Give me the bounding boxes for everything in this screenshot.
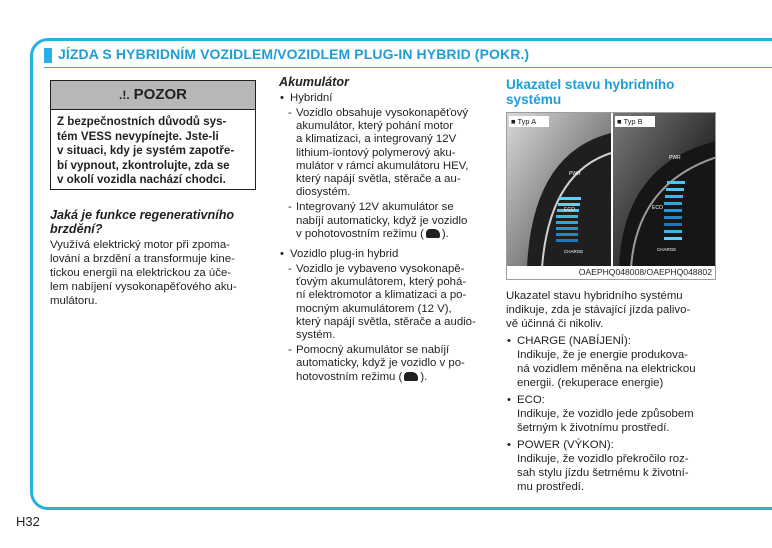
indicator-heading-line: Ukazatel stavu hybridního: [506, 77, 675, 92]
text-fragment: v pohotovostním režimu (: [296, 227, 424, 240]
text-line: mu prostředí.: [517, 481, 585, 493]
text-line: který napájí světla, stěrače a audio-: [296, 315, 476, 328]
text-line: Indikuje, že vozidlo jede způsobem: [517, 408, 694, 420]
caution-line: tém VESS nevypínejte. Jste-li: [57, 129, 219, 143]
gauge-illustration: [507, 113, 716, 268]
regen-line: tickou energii na elektrickou za úče-: [50, 267, 232, 279]
type-b-charge-label: CHARGE: [657, 247, 677, 252]
regen-heading: [50, 208, 262, 236]
plugin-bullet: • Vozidlo plug-in hybrid: [279, 247, 491, 261]
text-line: - Vozidlo je vybaveno vysokonapě-: [296, 263, 465, 276]
type-a-charge-label: CHARGE: [564, 249, 584, 254]
text-line: Indikuje, že je energie produkova-: [517, 349, 688, 361]
eco-item-desc: [506, 407, 718, 435]
page-number: H32: [16, 514, 40, 529]
type-b-label: ■ Typ B: [617, 117, 643, 126]
text-line: mulátor v rámci akumulátoru HEV,: [296, 159, 469, 172]
battery-section: [279, 75, 491, 384]
power-item-label: • POWER (VÝKON):: [506, 438, 718, 452]
caution-line: Z bezpečnostních důvodů sys-: [57, 115, 227, 128]
text-line: vě účinná či nikoliv.: [506, 318, 604, 330]
battery-heading: Akumulátor: [279, 75, 349, 89]
text-line: sah stylu jízdu šetrnému k životní-: [517, 467, 689, 479]
regen-heading-line: brzdění?: [50, 222, 103, 236]
type-b-pwr-label: PWR: [669, 155, 681, 161]
text-fragment: ).: [441, 227, 449, 240]
caution-line: v okolí vozidla nachází chodci.: [57, 173, 226, 187]
text-line: a klimatizaci, a integrovaný 12V: [296, 133, 457, 146]
caution-line: bí vypnout, zkontrolujte, zda se: [57, 158, 230, 172]
text-fragment: hotovostním režimu (: [296, 370, 403, 383]
caution-box: [50, 80, 256, 190]
text-line: ní elektromotor a klimatizaci a po-: [296, 289, 467, 302]
warning-icon: .!.: [118, 88, 130, 102]
text-line: diosystém.: [296, 186, 351, 199]
text-line: akumulátor, který pohání motor: [296, 120, 454, 133]
plugin-item-1: [279, 263, 491, 342]
text-line: - Vozidlo obsahuje vysokonapěťový: [296, 107, 469, 119]
hybrid-item-1: [279, 107, 491, 199]
charge-item-label: • CHARGE (NABÍJENÍ):: [506, 334, 718, 348]
caution-line: v situaci, kdy je systém zapotře-: [57, 144, 235, 158]
text-line: ná vozidlem měněna na elektrickou: [517, 363, 696, 375]
text-line: který napájí světla, stěrače a au-: [296, 173, 461, 186]
regen-text: [50, 238, 262, 308]
text-line: indikuje, zda je stávající jízda palivo-: [506, 304, 691, 316]
power-item-desc: [506, 452, 718, 494]
text-line: [296, 371, 491, 384]
text-line: systém.: [296, 329, 336, 342]
text-line: nabíjí automaticky, když je vozidlo: [296, 214, 468, 227]
indicator-intro: [506, 289, 718, 331]
hybrid-item-2: [279, 201, 491, 241]
regen-heading-line: Jaká je funkce regenerativního: [50, 208, 235, 222]
hybrid-bullet: • Hybridní: [279, 91, 491, 105]
text-line: [296, 228, 491, 241]
caution-text: [51, 110, 255, 188]
text-line: Indikuje, že vozidlo překročilo roz-: [517, 453, 689, 465]
text-line: automaticky, když je vozidlo v po-: [296, 357, 465, 370]
type-a-label: ■ Typ A: [511, 117, 537, 126]
section-title: JÍZDA S HYBRIDNÍM VOZIDLEM/VOZIDLEM PLUG-IN HYBRID (POKR.): [58, 46, 530, 62]
ev-mode-icon: [426, 229, 440, 238]
text-fragment: ).: [420, 370, 428, 383]
indicator-heading: [506, 78, 706, 107]
eco-item-label: • ECO:: [506, 393, 718, 407]
text-line: - Integrovaný 12V akumulátor se: [296, 201, 454, 214]
regen-line: lem nabíjení vysokonapěťového aku-: [50, 281, 237, 293]
regen-line: lování a brzdění a transformuje kine-: [50, 253, 235, 265]
type-a-pwr-label: PWR: [569, 171, 581, 177]
section-header: [44, 46, 772, 66]
type-b-eco-label: ECO: [652, 205, 663, 211]
regen-line: Využívá elektrický motor při zpoma-: [50, 239, 230, 251]
type-a-eco-label: ECO: [564, 207, 575, 213]
plugin-item-2: [279, 344, 491, 384]
charge-item-desc: [506, 348, 718, 390]
text-line: lithium-iontový polymerový aku-: [296, 146, 456, 159]
caution-title: POZOR: [133, 86, 187, 103]
ev-mode-icon: [404, 372, 418, 381]
header-rule: [44, 67, 772, 68]
figure-caption: OAEPHQ048008/OAEPHQ048802: [507, 266, 715, 279]
type-b-bars: [664, 181, 685, 240]
header-accent-bar: [44, 48, 52, 63]
regen-line: mulátoru.: [50, 295, 98, 307]
text-line: energii. (rekuperace energie): [517, 377, 664, 389]
text-line: Ukazatel stavu hybridního systému: [506, 290, 683, 302]
text-line: šetrným k životnímu prostředí.: [517, 422, 670, 434]
text-line: - Pomocný akumulátor se nabíjí: [296, 344, 450, 357]
text-line: ťovým akumulátorem, který pohá-: [296, 276, 467, 289]
caution-header: [51, 81, 255, 110]
hybrid-gauge-figure: [506, 112, 716, 280]
indicator-heading-line: systému: [506, 91, 562, 107]
text-line: mocným akumulátorem (12 V),: [296, 302, 452, 315]
indicator-section: [506, 289, 718, 494]
